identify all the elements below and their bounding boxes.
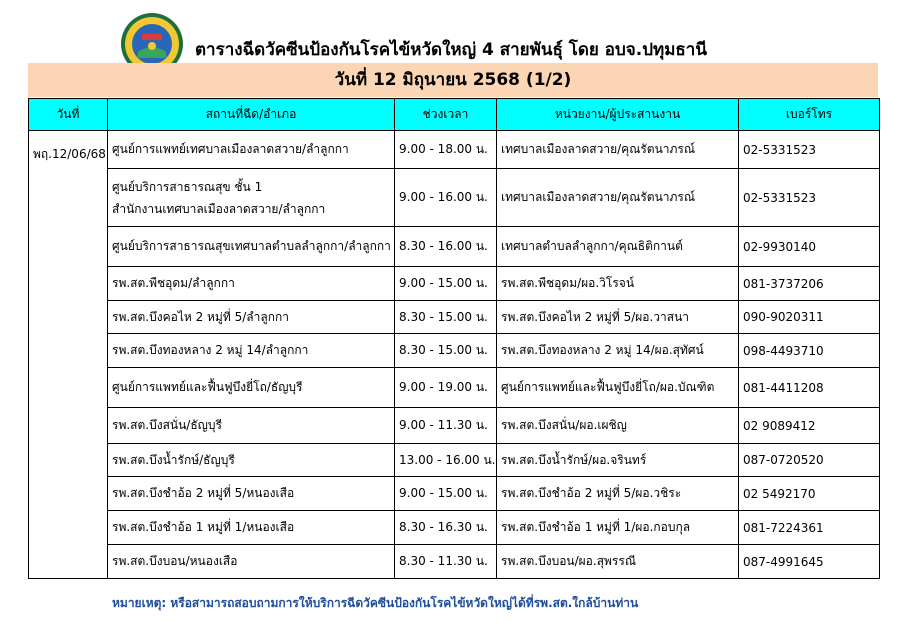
agency-cell: รพ.สต.บึงทองหลาง 2 หมู่ 14/ผอ.สุทัศน์ [497,334,739,368]
location-cell: รพ.สต.บึงคอไห 2 หมู่ที่ 5/ลำลูกกา [108,301,395,334]
location-line-2: สำนักงานเทศบาลเมืองลาดสวาย/ลำลูกกา [112,201,326,216]
table-row [29,545,880,579]
location-cell: ศูนย์การแพทย์เทศบาลเมืองลาดสวาย/ลำลูกกา [108,131,395,169]
table-row [29,227,880,267]
time-cell: 9.00 - 19.00 น. [395,368,497,408]
time-cell: 9.00 - 15.00 น. [395,477,497,511]
header-date: วันที่ [29,99,108,131]
phone-cell: 081-4411208 [739,368,880,408]
date-cell: พฤ.12/06/68 [29,131,108,579]
table-row [29,408,880,444]
time-cell: 8.30 - 11.30 น. [395,545,497,579]
time-cell: 9.00 - 11.30 น. [395,408,497,444]
phone-cell: 02-9930140 [739,227,880,267]
header-time: ช่วงเวลา [395,99,497,131]
agency-cell: รพ.สต.บึงสนั่น/ผอ.เผชิญ [497,408,739,444]
table-row [29,267,880,301]
location-cell: รพ.สต.พืชอุดม/ลำลูกกา [108,267,395,301]
location-cell: รพ.สต.บึงน้ำรักษ์/ธัญบุรี [108,444,395,477]
table-row [29,301,880,334]
location-cell: ศูนย์การแพทย์และฟื้นฟูบึงยี่โถ/ธัญบุรี [108,368,395,408]
footnote: หมายเหตุ: หรือสามารถสอบถามการให้บริการฉีดวัคซีนป้องกันโรคไข้หวัดใหญ่ได้ที่รพ.สต.ใกล้บ้านท่าน [112,596,639,610]
phone-cell: 02 9089412 [739,408,880,444]
phone-cell: 02-5331523 [739,169,880,227]
location-cell: รพ.สต.บึงชำอ้อ 1 หมู่ที่ 1/หนองเสือ [108,511,395,545]
page-title: ตารางฉีดวัคซีนป้องกันโรคไข้หวัดใหญ่ 4 สายพันธุ์ โดย อบจ.ปทุมธานี [195,40,707,60]
date-subtitle: วันที่ 12 มิถุนายน 2568 (1/2) [28,63,878,97]
agency-cell: เทศบาลเมืองลาดสวาย/คุณรัตนาภรณ์ [497,131,739,169]
table-row [29,511,880,545]
agency-cell: รพ.สต.บึงคอไห 2 หมู่ที่ 5/ผอ.วาสนา [497,301,739,334]
location-cell: รพ.สต.บึงทองหลาง 2 หมู่ 14/ลำลูกกา [108,334,395,368]
time-cell: 8.30 - 15.00 น. [395,334,497,368]
phone-cell: 087-4991645 [739,545,880,579]
agency-cell: เทศบาลเมืองลาดสวาย/คุณรัตนาภรณ์ [497,169,739,227]
agency-cell: ศูนย์การแพทย์และฟื้นฟูบึงยี่โถ/ผอ.บัณฑิต [497,368,739,408]
time-cell: 8.30 - 16.00 น. [395,227,497,267]
location-cell: ศูนย์บริการสาธารณสุขเทศบาลตำบลลำลูกกา/ลำลูกกา [108,227,395,267]
agency-cell: เทศบาลตำบลลำลูกกา/คุณธิติกานต์ [497,227,739,267]
agency-cell: รพ.สต.พืชอุดม/ผอ.วิโรจน์ [497,267,739,301]
phone-cell: 090-9020311 [739,301,880,334]
time-cell: 9.00 - 18.00 น. [395,131,497,169]
table-row [29,444,880,477]
time-cell: 9.00 - 15.00 น. [395,267,497,301]
table-row [29,477,880,511]
time-cell: 13.00 - 16.00 น. [395,444,497,477]
table-header-row [29,99,880,131]
location-cell: รพ.สต.บึงสนั่น/ธัญบุรี [108,408,395,444]
phone-cell: 02-5331523 [739,131,880,169]
phone-cell: 098-4493710 [739,334,880,368]
phone-cell: 081-3737206 [739,267,880,301]
table-row [29,368,880,408]
time-cell: 8.30 - 15.00 น. [395,301,497,334]
agency-cell: รพ.สต.บึงน้ำรักษ์/ผอ.จรินทร์ [497,444,739,477]
agency-cell: รพ.สต.บึงชำอ้อ 1 หมู่ที่ 1/ผอ.กอบกุล [497,511,739,545]
phone-cell: 02 5492170 [739,477,880,511]
location-line-1: ศูนย์บริการสาธารณสุข ชั้น 1 [112,179,263,194]
header-phone: เบอร์โทร [739,99,880,131]
table-row [29,334,880,368]
phone-cell: 087-0720520 [739,444,880,477]
agency-cell: รพ.สต.บึงชำอ้อ 2 หมู่ที่ 5/ผอ.วชิระ [497,477,739,511]
table-row [29,131,880,169]
location-cell [108,169,395,227]
vaccination-schedule-table [28,98,880,579]
location-cell: รพ.สต.บึงชำอ้อ 2 หมู่ที่ 5/หนองเสือ [108,477,395,511]
header-location: สถานที่ฉีด/อำเภอ [108,99,395,131]
table-row [29,169,880,227]
agency-cell: รพ.สต.บึงบอน/ผอ.สุพรรณี [497,545,739,579]
time-cell: 9.00 - 16.00 น. [395,169,497,227]
phone-cell: 081-7224361 [739,511,880,545]
location-cell: รพ.สต.บึงบอน/หนองเสือ [108,545,395,579]
time-cell: 8.30 - 16.30 น. [395,511,497,545]
header-agency: หน่วยงาน/ผู้ประสานงาน [497,99,739,131]
